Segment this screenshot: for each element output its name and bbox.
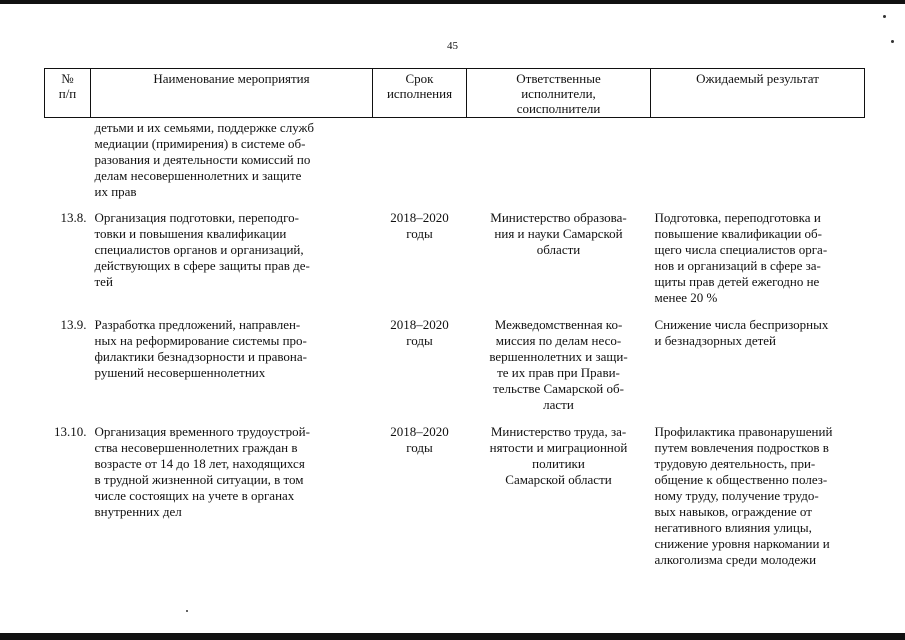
cell-responsible: Межведомственная ко- миссия по делам несо- вершеннолетних и защи- те их прав при Прави- тельстве Самарской об- ласти: [489, 317, 628, 412]
table-header-row: [45, 69, 865, 118]
page-number: 45: [447, 40, 458, 52]
cell-name: Разработка предложений, направлен- ных на реформирование системы про- филактики безнадзорности и правона- рушений несовершеннолетних: [94, 317, 307, 380]
table-row: [45, 317, 865, 424]
cell-name: Организация временного трудоустрой- ства несовершеннолетних граждан в возрасте от 14 до 18 лет, находящихся в трудной жизненной ситуации, в том числе состоящих на учете в органах внутренних дел: [94, 424, 310, 519]
table-row-continuation: [45, 118, 865, 211]
cell-responsible: Министерство труда, за- нятости и миграционной политики Самарской области: [489, 424, 628, 487]
header-result: Ожидаемый результат: [651, 69, 865, 118]
cell-result: Снижение числа беспризорных и безнадзорных детей: [654, 317, 829, 348]
cell-result: Подготовка, переподготовка и повышение квалификации об- щего числа специалистов орга- нов и организаций в сфере за- щиты прав детей ежегодно не менее 20 %: [654, 210, 828, 305]
cell-num: 13.10.: [54, 424, 87, 439]
scan-bottom-border: [0, 633, 905, 640]
cell-deadline: 2018–2020 годы: [390, 317, 449, 348]
table-row: [45, 424, 865, 579]
header-num: № п/п: [45, 69, 91, 118]
table-row: [45, 210, 865, 317]
cell-name: детьми и их семьями, поддержке служб медиации (примирения) в системе об- разования и деятельности комиссий по делам несовершеннолетних и защите их прав: [94, 120, 314, 199]
cell-num: 13.8.: [60, 210, 87, 225]
cell-num: 13.9.: [60, 317, 87, 332]
cell-result: Профилактика правонарушений путем вовлечения подростков в трудовую деятельность, при- общение к общественно полез- ному труду, получение трудо- вых навыков, ограждение от негативного влияния улицы, снижение уровня наркомании и алкоголизма среди молодежи: [654, 424, 833, 567]
cell-name: Организация подготовки, переподго- товки и повышения квалификации специалистов органов и организаций, действующих в сфере защиты прав де- тей: [94, 210, 310, 289]
header-name: Наименование мероприятия: [91, 69, 373, 118]
header-responsible: Ответственные исполнители, соисполнители: [467, 69, 651, 118]
header-deadline: Срок исполнения: [373, 69, 467, 118]
scan-top-border: [0, 0, 905, 4]
scan-speck: [883, 15, 886, 18]
scan-speck: [186, 610, 188, 612]
measures-table: [44, 68, 865, 579]
cell-deadline: 2018–2020 годы: [390, 210, 449, 241]
cell-responsible: Министерство образова- ния и науки Самарской области: [490, 210, 627, 257]
cell-deadline: 2018–2020 годы: [390, 424, 449, 455]
